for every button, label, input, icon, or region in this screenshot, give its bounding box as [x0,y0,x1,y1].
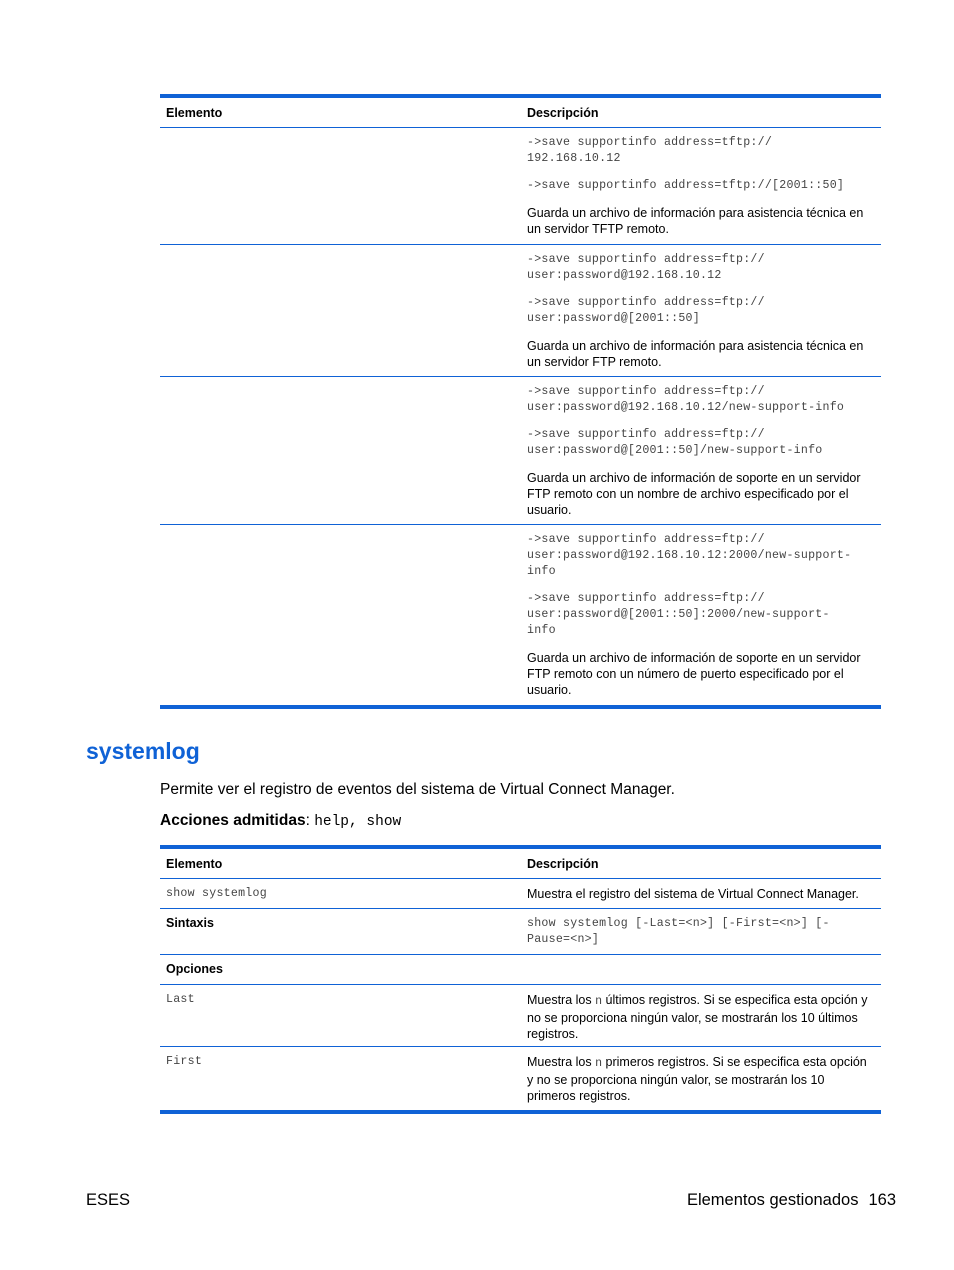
row-item-first: First [166,1055,203,1068]
row-description [521,985,881,1046]
section-intro: Permite ver el registro de eventos del sistema de Virtual Connect Manager. [160,781,675,798]
row-description-cell [521,128,881,244]
row-description: Muestra el registro del sistema de Virtual Connect Manager. [527,887,859,901]
row-item-cell [160,128,521,244]
header-descripcion: Descripción [527,856,599,871]
desc-text: últimos registros. Si se especifica esta opción y no se proporciona ningún valor, se mostrarán los 10 últimos registros. [527,993,868,1041]
table-row [160,245,881,377]
row-description: Guarda un archivo de información para asistencia técnica en un servidor TFTP remoto. [527,206,864,236]
footer-section: Elementos gestionados [686,1191,859,1209]
row-description-cell [521,245,881,376]
supportinfo-table [160,94,881,709]
code-example: ->save supportinfo address=ftp:// user:password@192.168.10.12 [527,253,765,282]
header-elemento: Elemento [166,856,223,871]
footer-page-info [687,1191,896,1210]
actions-value: help, show [314,814,402,830]
table-row [160,879,881,909]
desc-text: Muestra los [527,1055,596,1069]
desc-text: primeros registros. Si se especifica esta opción y no se proporciona ningún valor, se mostrarán los 10 primeros registros. [527,1055,867,1103]
row-item-show-systemlog: show systemlog [166,887,267,900]
table-row [160,1047,881,1110]
row-item-last: Last [166,993,195,1006]
row-description: Guarda un archivo de información para asistencia técnica en un servidor FTP remoto. [527,339,864,369]
footer-locale: ESES [86,1191,131,1209]
code-example: ->save supportinfo address=ftp:// user:password@[2001::50]:2000/new-support- info [527,592,830,637]
supported-actions [160,812,401,830]
desc-text: Muestra los [527,993,596,1007]
row-description: Guarda un archivo de información de soporte en un servidor FTP remoto con un número de puerto especificado por el usuario. [527,651,861,697]
code-example: ->save supportinfo address=tftp://[2001::50] [527,179,845,192]
row-item-opciones: Opciones [166,962,223,976]
row-item-cell [160,525,521,705]
row-description-cell [521,955,881,984]
table-row [160,377,881,525]
code-example: ->save supportinfo address=ftp:// user:password@[2001::50]/new-support-info [527,428,823,457]
code-example: ->save supportinfo address=tftp:// 192.168.10.12 [527,136,773,165]
section-title: systemlog [86,738,200,764]
table-bottom-rule [160,705,881,709]
header-elemento: Elemento [166,105,223,120]
table-header [160,849,881,879]
row-item-cell [160,377,521,524]
table-bottom-rule [160,1110,881,1114]
actions-label: Acciones admitidas [160,812,306,829]
actions-separator: : [305,812,315,829]
code-example: ->save supportinfo address=ftp:// user:password@192.168.10.12/new-support-info [527,385,845,414]
row-item-cell [160,245,521,376]
param-n: n [595,995,603,1008]
table-row [160,909,881,955]
table-row [160,128,881,245]
table-header [160,98,881,128]
table-row [160,985,881,1047]
table-row [160,525,881,705]
page-number: 163 [868,1191,896,1209]
row-description: Guarda un archivo de información de soporte en un servidor FTP remoto con un nombre de archivo especificado por el usuario. [527,471,861,517]
code-example: ->save supportinfo address=ftp:// user:password@192.168.10.12:2000/new-support- info [527,533,852,578]
row-description [521,1047,881,1110]
table-row [160,955,881,985]
systemlog-table [160,845,881,1114]
syntax-code: show systemlog [-Last=<n>] [-First=<n>] [- Pause=<n>] [527,917,830,946]
header-descripcion: Descripción [527,105,599,120]
row-description-cell [521,377,881,524]
param-n: n [595,1057,603,1070]
code-example: ->save supportinfo address=ftp:// user:password@[2001::50] [527,296,765,325]
row-item-sintaxis: Sintaxis [166,916,214,930]
row-description-cell [521,525,881,705]
